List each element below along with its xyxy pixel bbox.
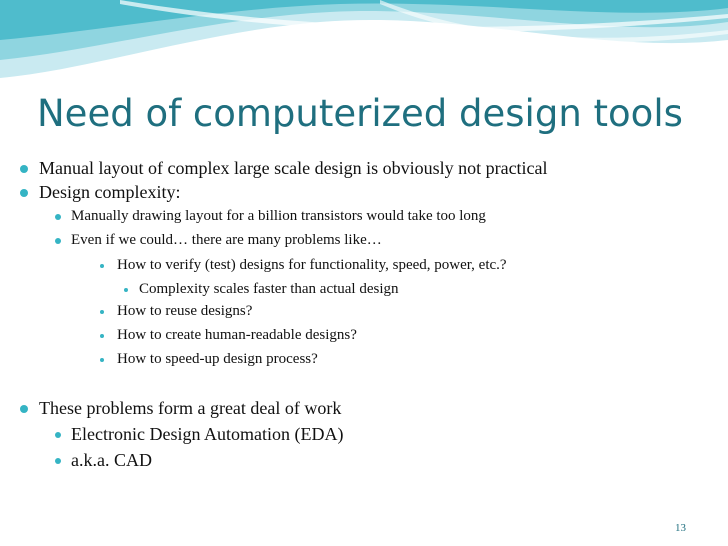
slide-number: 13: [675, 522, 686, 534]
bullet-dot-icon: [100, 334, 104, 338]
bullet-item: [20, 182, 180, 203]
bullet-text: a.k.a. CAD: [71, 450, 152, 470]
bullet-item: [100, 351, 318, 368]
bullet-item: [55, 450, 152, 471]
bullet-item: [55, 424, 343, 445]
bullet-item: [100, 327, 357, 344]
bullet-dot-icon: [20, 165, 28, 173]
bullet-text: How to create human-readable designs?: [117, 327, 357, 343]
bullet-item: [55, 208, 486, 225]
bullet-text: These problems form a great deal of work: [39, 398, 342, 418]
bullet-dot-icon: [100, 264, 104, 268]
bullet-item: [100, 303, 252, 320]
bullet-text: Complexity scales faster than actual design: [139, 281, 399, 297]
bullet-item: [124, 281, 399, 298]
slide-title: Need of computerized design tools: [37, 92, 683, 135]
bullet-text: Manual layout of complex large scale design is obviously not practical: [39, 158, 548, 178]
bullet-dot-icon: [20, 405, 28, 413]
bullet-item: [55, 232, 382, 249]
bullet-dot-icon: [55, 432, 61, 438]
bullet-text: Design complexity:: [39, 182, 181, 202]
bullet-text: How to verify (test) designs for functionality, speed, power, etc.?: [117, 257, 507, 273]
bullet-dot-icon: [55, 238, 61, 244]
bullet-dot-icon: [100, 358, 104, 362]
bullet-item: [20, 158, 548, 179]
bullet-dot-icon: [100, 310, 104, 314]
bullet-text: Even if we could… there are many problems like…: [71, 232, 382, 248]
bullet-item: [100, 257, 507, 274]
bullet-dot-icon: [55, 458, 61, 464]
bullet-text: Electronic Design Automation (EDA): [71, 424, 344, 444]
bullet-dot-icon: [55, 214, 61, 220]
bullet-text: Manually drawing layout for a billion transistors would take too long: [71, 208, 486, 224]
bullet-text: How to speed-up design process?: [117, 351, 318, 367]
bullet-text: How to reuse designs?: [117, 303, 253, 319]
bullet-dot-icon: [124, 288, 128, 292]
bullet-dot-icon: [20, 189, 28, 197]
bullet-item: [20, 398, 341, 419]
